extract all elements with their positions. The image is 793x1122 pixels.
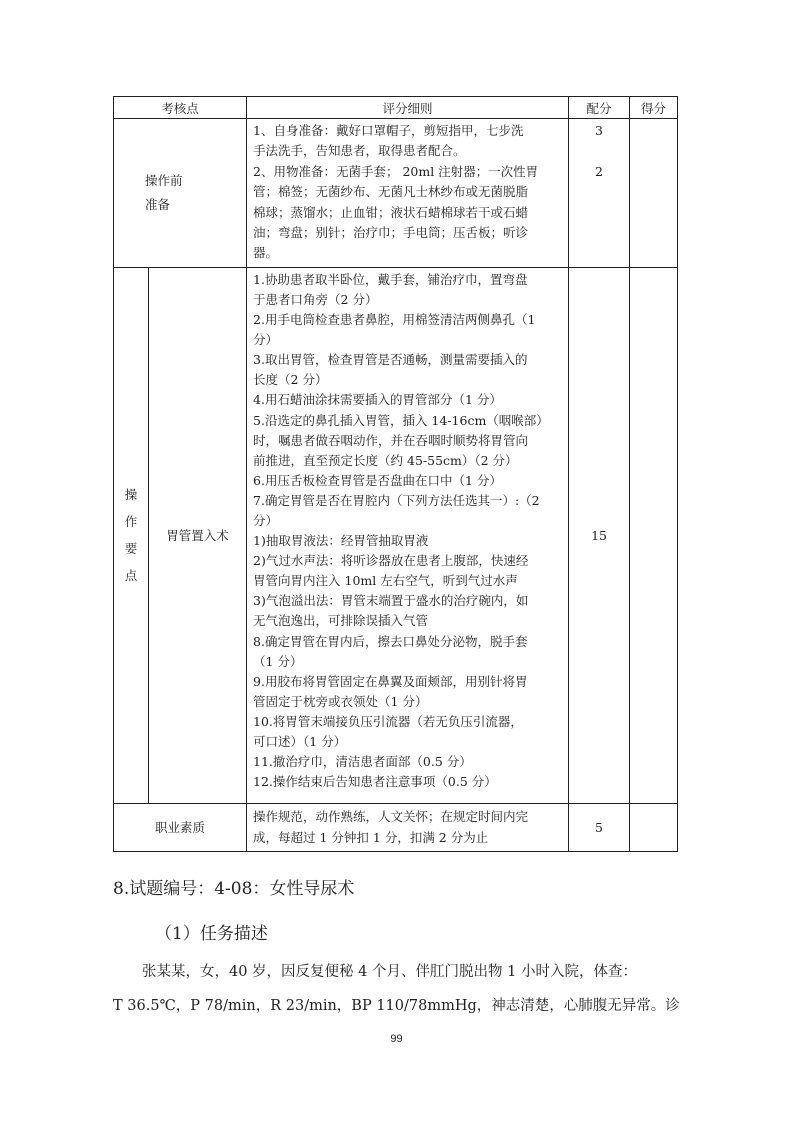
operation-points-cell: 15 — [569, 267, 630, 803]
table-header-row — [114, 97, 678, 119]
operation-step-line: 11.撤治疗巾，清洁患者面部（0.5 分） — [253, 754, 472, 770]
operation-obtained-cell — [630, 267, 678, 803]
operation-steps-cell — [247, 267, 569, 803]
operation-step-line: 9.用胶布将胃管固定在鼻翼及面颊部，用别针将胃 — [253, 673, 528, 689]
header-assessment-point: 考核点 — [114, 97, 247, 119]
operation-step-line: 1)抽取胃液法：经胃管抽取胃液 — [253, 533, 429, 549]
pre-op-detail-line: 手法洗手，告知患者，取得患者配合。 — [253, 143, 466, 159]
pre-op-detail-line: 2、用物准备：无菌手套； 20ml 注射器；一次性胃 — [253, 163, 539, 179]
pre-op-details-cell — [247, 119, 569, 268]
operation-step-line: 无气泡逸出，可排除误插入气管 — [253, 613, 429, 629]
professional-details-cell — [247, 803, 569, 851]
pre-op-score-1: 3 — [595, 123, 603, 138]
professional-points-cell: 5 — [569, 803, 630, 851]
pre-op-label-line1: 操作前 — [145, 172, 183, 188]
operation-step-line: 管固定于枕旁或衣领处（1 分） — [253, 693, 428, 709]
operation-step-line: 于患者口角旁（2 分） — [253, 291, 378, 307]
operation-category-char: 点 — [124, 568, 138, 584]
operation-step-line: 可口述）（1 分） — [253, 734, 347, 749]
operation-category-char: 操 — [124, 487, 138, 503]
operation-step-line: 1.协助患者取半卧位，戴手套，铺治疗巾，置弯盘 — [253, 271, 528, 287]
operation-step-line: 胃管向胃内注入 10ml 左右空气，听到气过水声 — [253, 573, 518, 589]
pre-op-detail-line: 棉球；蒸馏水；止血钳；液状石蜡棉球若干或石蜡 — [253, 204, 529, 220]
operation-step-line: 前推进，直至预定长度（约 45-55cm）（2 分） — [253, 452, 518, 468]
paragraph-line-1: 张某某，女，40 岁，因反复便秘 4 个月、伴肛门脱出物 1 小时入院，体查： — [142, 964, 637, 980]
operation-step-line: 8.确定胃管在胃内后，擦去口鼻处分泌物，脱手套 — [253, 633, 528, 649]
header-score: 得分 — [630, 97, 678, 119]
operation-step-line: 时，嘱患者做吞咽动作，并在吞咽时顺势将胃管向 — [253, 432, 529, 448]
operation-step-line: （1 分） — [253, 653, 303, 669]
operation-step-line: 分） — [253, 332, 279, 348]
section-heading: 8.试题编号：4-08：女性导尿术 — [113, 879, 355, 899]
professional-detail-line: 成，每超过 1 分钟扣 1 分，扣满 2 分为止 — [253, 830, 489, 846]
header-scoring-details: 评分细则 — [247, 97, 569, 119]
operation-step-line: 3)气泡溢出法：胃管末端置于盛水的治疗碗内，如 — [253, 593, 529, 609]
pre-op-label-cell — [114, 119, 247, 268]
pre-op-detail-line: 器。 — [253, 245, 279, 261]
paragraph-line-2: T 36.5℃，P 78/min，R 23/min，BP 110/78mmHg，神志清楚，心肺腹无异常。诊 — [113, 998, 680, 1014]
pre-op-label-line2: 准备 — [145, 196, 171, 212]
operation-step-line: 7.确定胃管是否在胃腔内（下列方法任选其一）:（2 — [253, 492, 540, 508]
scoring-table — [113, 96, 678, 852]
pre-op-score-2: 2 — [595, 163, 603, 179]
operation-label-cell: 胃管置入术 — [149, 267, 247, 803]
pre-op-points-cell — [569, 119, 630, 268]
page-number: 99 — [390, 1033, 403, 1045]
header-points: 配分 — [569, 97, 630, 119]
operation-step-line: 6.用压舌板检查胃管是否盘曲在口中（1 分） — [253, 472, 502, 488]
pre-op-detail-line: 管；棉签；无菌纱布、无菌凡士林纱布或无菌脱脂 — [253, 184, 529, 200]
operation-step-line: 长度（2 分） — [253, 372, 328, 388]
table-row-professional — [114, 803, 678, 851]
professional-label-cell: 职业素质 — [114, 803, 247, 851]
pre-op-detail-line: 1、自身准备：戴好口罩帽子，剪短指甲，七步洗 — [253, 123, 524, 138]
professional-obtained-cell — [630, 803, 678, 851]
operation-step-line: 12.操作结束后告知患者注意事项（0.5 分） — [253, 774, 497, 790]
pre-op-obtained-cell — [630, 119, 678, 268]
operation-step-line: 3.取出胃管，检查胃管是否通畅，测量需要插入的 — [253, 352, 528, 368]
operation-step-line: 10.将胃管末端接负压引流器（若无负压引流器， — [253, 713, 523, 729]
operation-category-char: 作 — [124, 514, 138, 530]
operation-step-line: 分） — [253, 512, 279, 528]
pre-op-detail-line: 油；弯盘；别针；治疗巾；手电筒；压舌板；听诊 — [253, 225, 529, 241]
sub-heading: （1）任务描述 — [155, 924, 268, 944]
table-row-operation — [114, 267, 678, 803]
operation-category-cell — [114, 267, 149, 803]
operation-step-line: 4.用石蜡油涂抹需要插入的胃管部分（1 分） — [253, 392, 502, 408]
operation-step-line: 5.沿选定的鼻孔插入胃管，插入 14-16cm（咽喉部） — [253, 412, 549, 428]
operation-step-line: 2.用手电筒检查患者鼻腔，用棉签清洁两侧鼻孔（1 — [253, 312, 536, 328]
professional-detail-line: 操作规范，动作熟练，人文关怀；在规定时间内完 — [253, 809, 529, 825]
operation-step-line: 2)气过水声法：将听诊器放在患者上腹部，快速经 — [253, 553, 529, 569]
table-row-pre-op — [114, 119, 678, 268]
operation-category-char: 要 — [124, 541, 138, 557]
